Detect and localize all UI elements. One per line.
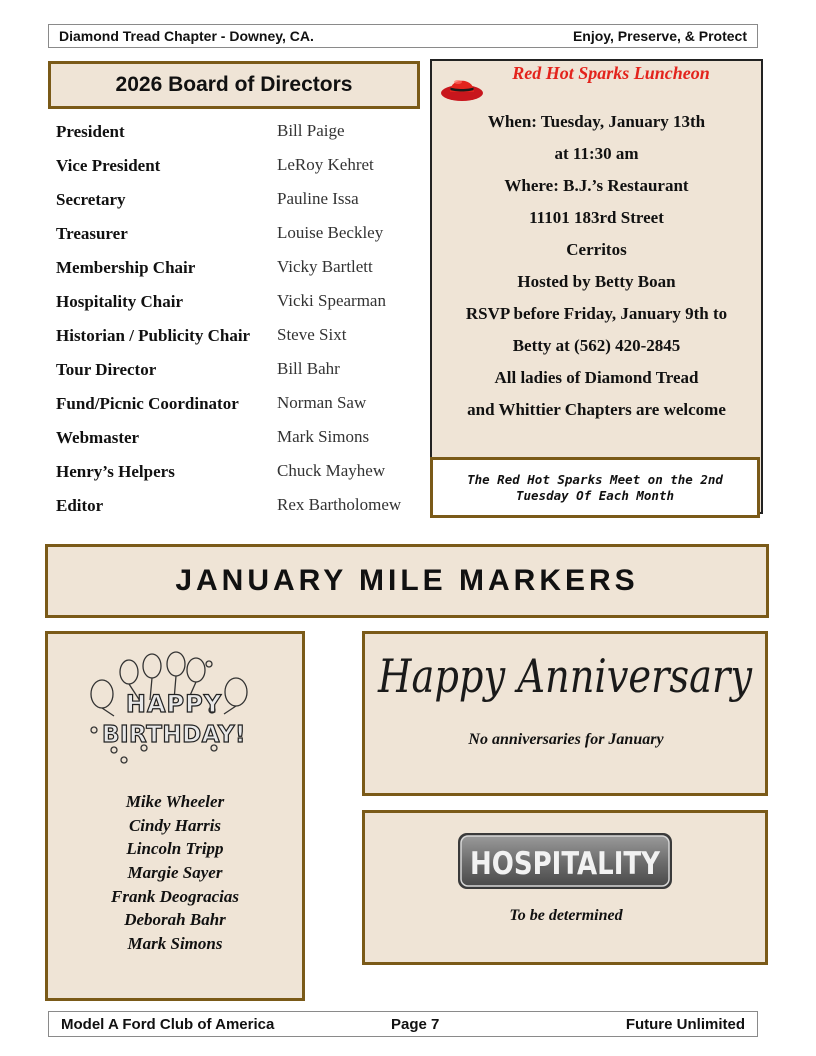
board-role: Membership Chair	[56, 257, 196, 277]
board-role: Henry’s Helpers	[56, 461, 175, 481]
anniversary-note: No anniversaries for January	[468, 731, 664, 748]
luncheon-line: When: Tuesday, January 13th	[487, 112, 706, 131]
board-row	[56, 148, 420, 182]
board-role: Editor	[56, 495, 104, 515]
board-row	[56, 216, 420, 250]
luncheon-line: All ladies of Diamond Tread	[494, 368, 699, 387]
board-member-name: Vicki Spearman	[277, 291, 386, 310]
board-row	[56, 318, 420, 352]
birthday-name: Deborah Bahr	[124, 910, 226, 930]
luncheon-details	[432, 108, 761, 428]
footer-tagline: Future Unlimited	[625, 1015, 745, 1033]
board-member-name: Norman Saw	[277, 393, 367, 412]
board-member-name: Mark Simons	[277, 427, 370, 446]
page-footer	[48, 1011, 758, 1037]
board-role: Hospitality Chair	[56, 291, 184, 311]
board-member-name: LeRoy Kehret	[277, 155, 374, 174]
board-role: Webmaster	[56, 427, 140, 447]
happy-birthday-art	[84, 652, 264, 767]
page-header	[48, 24, 758, 48]
board-member-name: Chuck Mayhew	[277, 461, 386, 480]
board-title: 2026 Board of Directors	[115, 73, 353, 96]
board-role: Historian / Publicity Chair	[56, 325, 251, 345]
happy-anniversary-art	[370, 636, 760, 714]
board-row	[56, 250, 420, 284]
mile-markers-banner	[45, 544, 769, 618]
birthday-name: Mike Wheeler	[125, 792, 225, 811]
board-role: Tour Director	[56, 359, 157, 379]
board-member-name: Steve Sixt	[277, 325, 347, 344]
mile-markers-title: JANUARY MILE MARKERS	[175, 564, 639, 597]
board-role: Secretary	[56, 189, 126, 209]
art-happy-text: HAPPY	[125, 690, 223, 718]
hospitality-sign-art	[457, 832, 673, 890]
footer-page-number: Page 7	[391, 1015, 440, 1033]
birthday-name: Lincoln Tripp	[126, 839, 224, 859]
board-member-name: Bill Bahr	[277, 359, 340, 378]
board-member-name: Rex Bartholomew	[277, 495, 402, 514]
board-member-name: Pauline Issa	[277, 189, 359, 208]
header-chapter: Diamond Tread Chapter - Downey, CA.	[59, 28, 314, 44]
board-member-name: Bill Paige	[277, 121, 345, 140]
board-table	[56, 114, 420, 522]
birthday-name: Mark Simons	[127, 934, 223, 954]
luncheon-line: Hosted by Betty Boan	[517, 272, 676, 291]
board-member-name: Louise Beckley	[277, 223, 384, 242]
board-row	[56, 182, 420, 216]
board-row	[56, 420, 420, 454]
board-row	[56, 352, 420, 386]
board-row	[56, 386, 420, 420]
birthday-name: Cindy Harris	[128, 815, 222, 835]
birthday-names	[50, 790, 300, 956]
birthday-name: Margie Sayer	[127, 863, 223, 883]
art-hospitality-text: HOSPITALITY	[470, 846, 661, 882]
footer-club: Model A Ford Club of America	[61, 1015, 275, 1033]
board-row	[56, 454, 420, 488]
board-title-box	[48, 61, 420, 109]
luncheon-line: 11101 183rd Street	[529, 208, 664, 227]
board-role: Treasurer	[56, 223, 128, 243]
luncheon-line: RSVP before Friday, January 9th to	[465, 304, 728, 323]
luncheon-line: Cerritos	[566, 240, 627, 259]
art-birthday-text: BIRTHDAY!	[101, 722, 247, 748]
board-member-name: Vicky Bartlett	[277, 257, 373, 276]
luncheon-note: The Red Hot Sparks Meet on the 2nd Tuesday Of Each Month	[467, 471, 723, 503]
luncheon-note-box	[430, 457, 760, 518]
board-row	[56, 114, 420, 148]
luncheon-line: and Whittier Chapters are welcome	[467, 400, 726, 419]
board-row	[56, 284, 420, 318]
board-role: Fund/Picnic Coordinator	[56, 393, 239, 413]
luncheon-line: Where: B.J.’s Restaurant	[504, 176, 689, 195]
header-motto: Enjoy, Preserve, & Protect	[572, 28, 747, 44]
hospitality-note: To be determined	[509, 907, 623, 924]
luncheon-title: Red Hot Sparks Luncheon	[512, 63, 710, 83]
luncheon-line: at 11:30 am	[554, 144, 639, 163]
birthday-name: Frank Deogracias	[111, 886, 239, 906]
board-role: Vice President	[56, 155, 161, 175]
luncheon-line: Betty at (562) 420-2845	[512, 336, 681, 355]
board-row	[56, 488, 420, 522]
board-role: President	[56, 121, 125, 141]
art-anniversary-text: Happy Anniversary	[377, 649, 753, 703]
